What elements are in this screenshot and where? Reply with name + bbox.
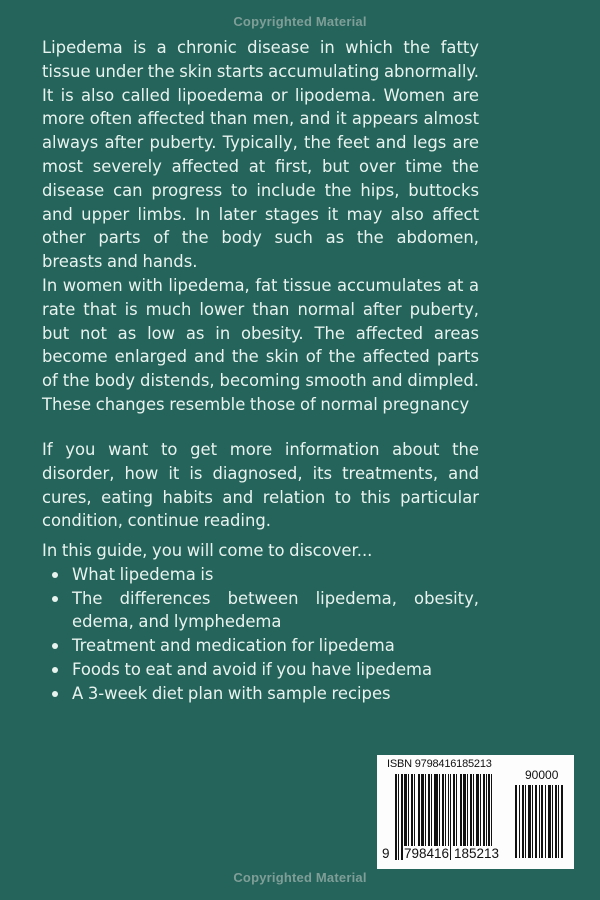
barcode-left-digits: 798416 <box>404 846 450 861</box>
discover-intro: In this guide, you will come to discover... <box>42 541 373 560</box>
discover-list-item <box>72 658 479 682</box>
bullet-icon <box>52 691 58 697</box>
call-to-action-paragraph: If you want to get more information about the disorder, how it is diagnosed, its treatments, and cures, eating habits and relation to this particular condition, continue reading. <box>42 440 479 531</box>
discover-item-text: Treatment and medication for lipedema <box>72 636 395 656</box>
isbn-barcode <box>377 755 574 869</box>
discover-list-item <box>72 563 479 587</box>
bullet-icon <box>52 667 58 673</box>
discover-list <box>42 563 479 706</box>
description-body <box>42 36 479 417</box>
bullet-icon <box>52 643 58 649</box>
discover-item-text: Foods to eat and avoid if you have lipedema <box>72 659 433 679</box>
bullet-icon <box>52 596 58 602</box>
copyright-watermark-top: Copyrighted Material <box>233 14 367 29</box>
price-code: 90000 <box>525 768 559 782</box>
isbn-label: ISBN 9798416185213 <box>387 758 492 770</box>
discover-section <box>42 539 479 706</box>
barcode-lead-digit: 9 <box>382 846 390 861</box>
description-paragraph-2: In women with lipedema, fat tissue accumulates at a rate that is much lower than normal after puberty, but not as low as in obesity. The affected areas become enlarged and the skin of the affected parts of the body distends, becoming smooth and dimpled. These changes resemble those of normal pregnancy <box>42 275 479 414</box>
barcode-right-digits: 185213 <box>454 846 500 861</box>
discover-item-text: A 3-week diet plan with sample recipes <box>72 683 391 703</box>
copyright-watermark-bottom: Copyrighted Material <box>233 870 367 885</box>
bullet-icon <box>52 572 58 578</box>
discover-list-item <box>72 587 479 635</box>
discover-list-item <box>72 634 479 658</box>
barcode-bars-addon <box>515 785 567 858</box>
discover-item-text: What lipedema is <box>72 564 214 584</box>
description-paragraph-1: Lipedema is a chronic disease in which the fatty tissue under the skin starts accumulating abnormally. It is also called lipoedema or lipodema. Women are more often affected than men, and it appears almost always after puberty. Typically, the feet and legs are most severely affected at first, but over time the disease can progress to include the hips, buttocks and upper limbs. In later stages it may also affect other parts of the body such as the abdomen, breasts and hands. <box>42 38 479 272</box>
discover-item-text: The differences between lipedema, obesity, edema, and lymphedema <box>72 588 479 632</box>
discover-list-item <box>72 682 479 706</box>
